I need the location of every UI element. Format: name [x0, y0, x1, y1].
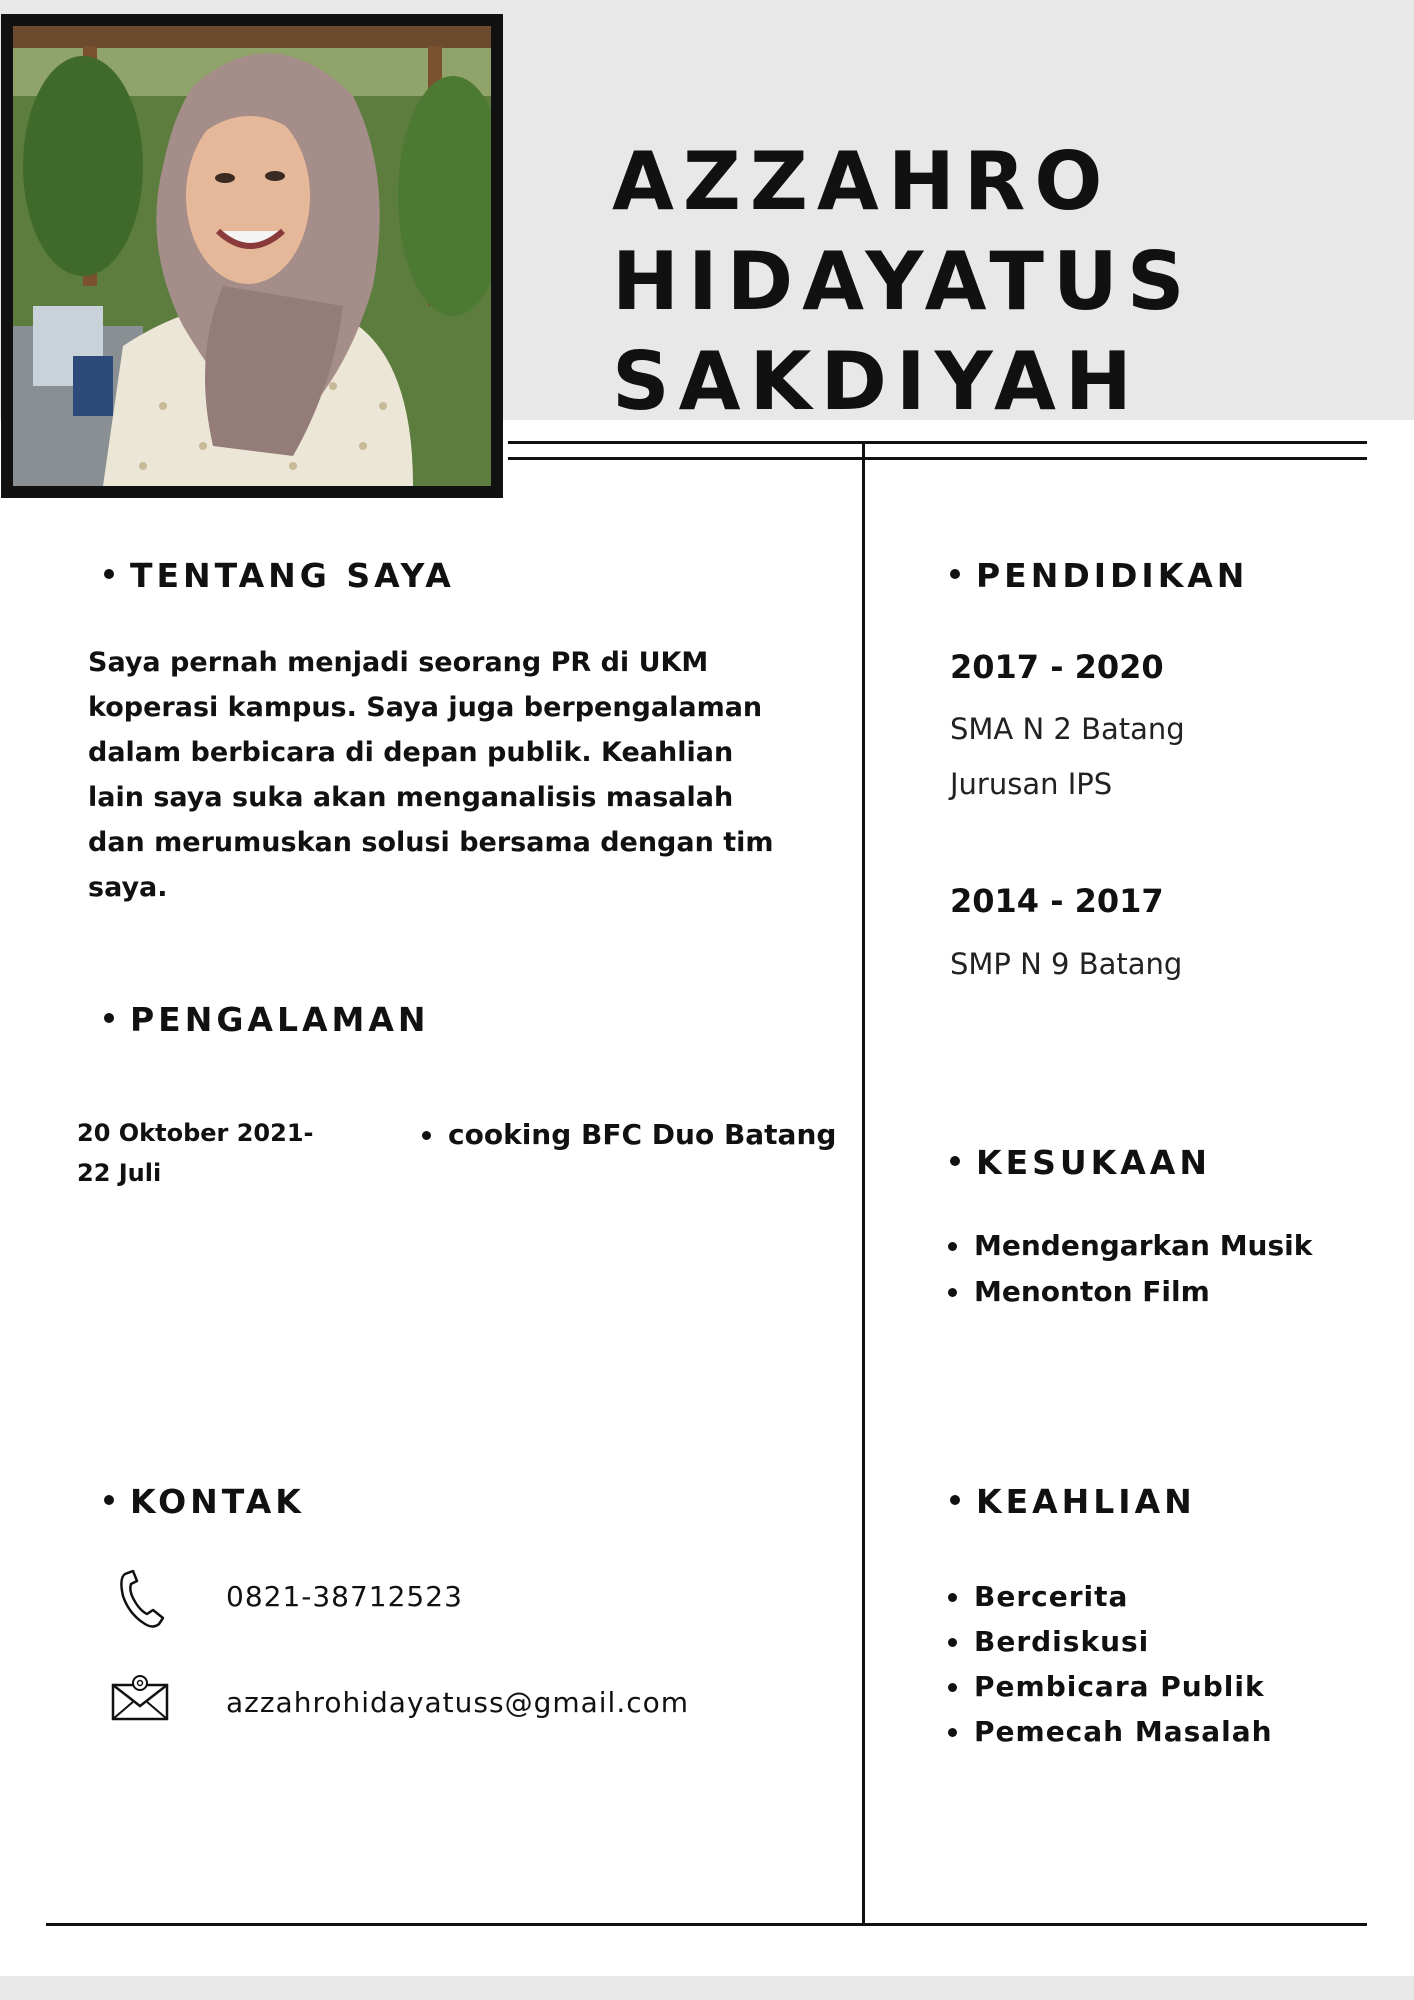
column-divider	[862, 441, 865, 1925]
skill-item: Pembicara Publik	[948, 1664, 1273, 1709]
skill-item: Pemecah Masalah	[948, 1709, 1273, 1754]
education-major-1: Jurusan IPS	[950, 767, 1113, 801]
name-line-1: AZZAHRO	[612, 135, 1112, 228]
experience-list	[422, 1115, 836, 1155]
contact-phone[interactable]: 0821-38712523	[226, 1580, 463, 1613]
profile-photo-frame	[1, 14, 503, 498]
education-years-2: 2014 - 2017	[950, 882, 1164, 920]
skills-section-title: KEAHLIAN	[950, 1482, 1196, 1521]
name-line-3: SAKDIYAH	[612, 335, 1141, 428]
phone-icon	[117, 1568, 169, 1630]
about-text: Saya pernah menjadi seorang PR di UKM koperasi kampus. Saya juga berpengalaman dalam berbicara di depan publik. Keahlian lain saya suka akan menganalisis masalah dan merumuskan solusi bersama dengan tim saya.	[88, 647, 774, 903]
bullet-icon	[950, 569, 960, 579]
education-school-2: SMP N 9 Batang	[950, 947, 1183, 981]
bullet-icon	[104, 1013, 114, 1023]
candidate-name	[612, 132, 1194, 432]
envelope-icon	[110, 1673, 170, 1723]
profile-photo	[13, 26, 491, 486]
name-line-2: HIDAYATUS	[612, 235, 1194, 328]
bullet-icon	[104, 569, 114, 579]
hobby-item: Menonton Film	[948, 1269, 1312, 1315]
education-section-title: PENDIDIKAN	[950, 556, 1248, 595]
experience-role: cooking BFC Duo Batang	[422, 1115, 836, 1155]
hobby-item: Mendengarkan Musik	[948, 1223, 1312, 1269]
about-section-title: TENTANG SAYA	[104, 556, 455, 595]
bullet-icon	[950, 1495, 960, 1505]
skills-list	[948, 1574, 1273, 1754]
footer-band	[0, 1976, 1414, 2000]
contact-email[interactable]: azzahrohidayatuss@gmail.com	[226, 1686, 690, 1719]
experience-date: 20 Oktober 2021- 22 Juli	[77, 1119, 314, 1187]
header-divider-top	[508, 441, 1367, 444]
education-years-1: 2017 - 2020	[950, 648, 1164, 686]
experience-section-title: PENGALAMAN	[104, 1000, 430, 1039]
contact-section-title: KONTAK	[104, 1482, 305, 1521]
bullet-icon	[104, 1495, 114, 1505]
profile-photo-illustration	[13, 26, 491, 486]
skill-item: Berdiskusi	[948, 1619, 1273, 1664]
footer-divider	[46, 1923, 1367, 1926]
bullet-icon	[950, 1156, 960, 1166]
hobbies-list	[948, 1223, 1312, 1315]
education-school-1: SMA N 2 Batang	[950, 712, 1185, 746]
hobbies-section-title: KESUKAAN	[950, 1143, 1211, 1182]
header-divider-bottom	[508, 457, 1367, 460]
skill-item: Bercerita	[948, 1574, 1273, 1619]
